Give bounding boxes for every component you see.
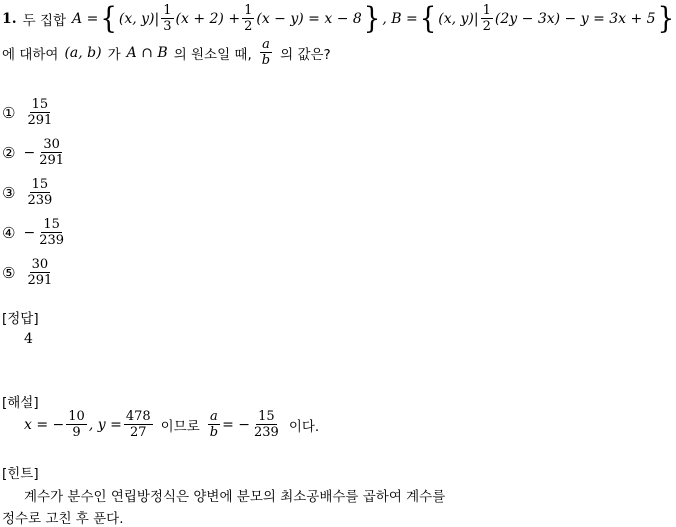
choice-5[interactable]: ⑤ $\frac{30}{291}$ (2, 257, 53, 288)
choice-3[interactable]: ③ $\frac{15}{239}$ (2, 177, 53, 208)
hint-line-1: 계수가 분수인 연립방정식은 양변에 분모의 최소공배수를 곱하여 계수를 (24, 489, 446, 505)
explanation-heading: [해설] (2, 395, 39, 411)
set-a-fraction-2: $\frac{1}{2}$ (244, 3, 253, 34)
set-a-end: (x − y) = x − 8 (256, 10, 362, 27)
set-b-body: (x, y)| (438, 10, 479, 27)
set-b-end: (2y − 3x) − y = 3x + 5 (494, 10, 656, 27)
hint-heading: [힌트] (2, 466, 39, 482)
set-a-fraction-1: $\frac{1}{3}$ (163, 3, 172, 34)
set-a-mid: (x + 2) + (175, 10, 241, 27)
choice-2[interactable]: ② − $\frac{30}{291}$ (2, 137, 65, 168)
choice-1[interactable]: ① $\frac{15}{291}$ (2, 97, 53, 128)
left-brace: { (419, 1, 437, 36)
set-a-body: (x, y)| (118, 10, 160, 27)
hint-line-2: 정수로 고친 후 푼다. (2, 511, 124, 527)
answer-value: 4 (24, 331, 33, 347)
left-brace: { (100, 1, 117, 36)
intersection: A ∩ B (126, 44, 168, 61)
question-number: 1. (2, 10, 17, 27)
choice-4[interactable]: ④ − $\frac{15}{239}$ (2, 217, 65, 248)
pair: (a, b) (64, 44, 102, 61)
explanation-line: x = − $\frac{10}{9}$ , y = $\frac{478}{27}$ 이므로 $\frac{a}{b}$ = − $\frac{15}{239}$ 이다. (24, 409, 320, 440)
answer-heading: [정답] (2, 311, 39, 327)
question-line-2: 에 대하여 (a, b) 가 A ∩ B 의 원소일 때, $\frac{a}{b}$ 의 값은? (2, 37, 331, 68)
right-brace: } (363, 1, 381, 36)
question-intro: 두 집합 (22, 12, 67, 29)
ratio-fraction: $\frac{a}{b}$ (261, 37, 271, 68)
set-b-fraction: $\frac{1}{2}$ (482, 3, 491, 34)
set-b-label: , B = (382, 10, 418, 27)
right-brace: } (657, 1, 675, 36)
set-a-label: A = (72, 10, 99, 27)
question-line-1 (2, 1, 676, 36)
